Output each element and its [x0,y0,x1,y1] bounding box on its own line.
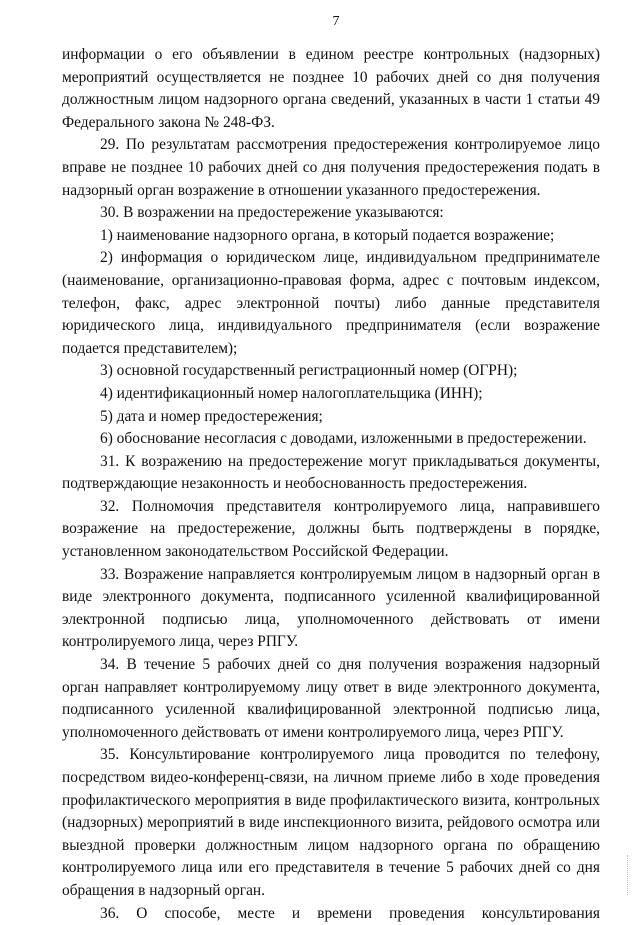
list-item-3: 3) основной государственный регистрационный номер (ОГРН); [100,362,518,380]
margin-mark [627,855,632,895]
list-item-5: 5) дата и номер предостережения; [100,407,323,425]
paragraph-30: 30. В возражении на предостережение указываются: [100,204,444,222]
paragraph-31: 31. К возражению на предостережение могут прикладываться документы, подтверждающие незаконность и необоснованность предостережения. [62,452,600,493]
paragraph-32: 32. Полномочия представителя контролируемого лица, направившего возражение на предостережение, должны быть подтверждены в порядке, установленном законодательством Российской Федерации. [62,497,600,561]
paragraph-33: 33. Возражение направляется контролируемым лицом в надзорный орган в виде электронного документа, подписанного усиленной квалифицированной электронной подписью лица, уполномоченного действовать от имени контролируемого лица, через РПГУ. [62,565,600,651]
list-item-1: 1) наименование надзорного органа, в который подается возражение; [100,226,555,244]
list-item-2: 2) информация о юридическом лице, индивидуальном предпринимателе (наименование, организационно-правовая форма, адрес с почтовым индексом, телефон, факс, адрес электронной почты) либо данные представителя юридического лица, индивидуального предпринимателя (если возражение подается представителем); [62,249,600,357]
list-item-4: 4) идентификационный номер налогоплательщика (ИНН); [100,384,483,402]
page-number: 7 [332,14,340,29]
paragraph-34: 34. В течение 5 рабочих дней со дня получения возражения надзорный орган направляет контролируемому лицу ответ в виде электронного документа, подписанного усиленной квалифицированной электронной подписью лица, уполномоченного действовать от имени контролируемого лица, через РПГУ. [62,656,600,741]
paragraph-continuation: информации о его объявлении в едином реестре контрольных (надзорных) мероприятий осуществляется не позднее 10 рабочих дней со дня получения должностным лицом надзорного органа сведений, указанных в части 1 статьи 49 Федерального закона № 248-ФЗ. [62,46,600,131]
paragraph-35: 35. Консультирование контролируемого лица проводится по телефону, посредством видео-конференц-связи, на личном приеме либо в ходе проведения профилактического мероприятия в виде профилактического визита, контрольных (надзорных) мероприятий в виде инспекционного визита, рейдового осмотра или выездной проверки должностным лицом надзорного органа по обращению контролируемого лица или его представителя в течение 5 рабочих дней со дня обращения в надзорный орган. [62,746,600,899]
paragraph-29: 29. По результатам рассмотрения предостережения контролируемое лицо вправе не позднее 10 рабочих дней со дня получения предостережения подать в надзорный орган возражение в отношении указанного предостережения. [62,136,600,199]
paragraph-36: 36. О способе, месте и времени проведения консультирования [100,904,600,922]
document-body [62,44,600,925]
list-item-6: 6) обоснование несогласия с доводами, изложенными в предостережении. [100,430,587,448]
